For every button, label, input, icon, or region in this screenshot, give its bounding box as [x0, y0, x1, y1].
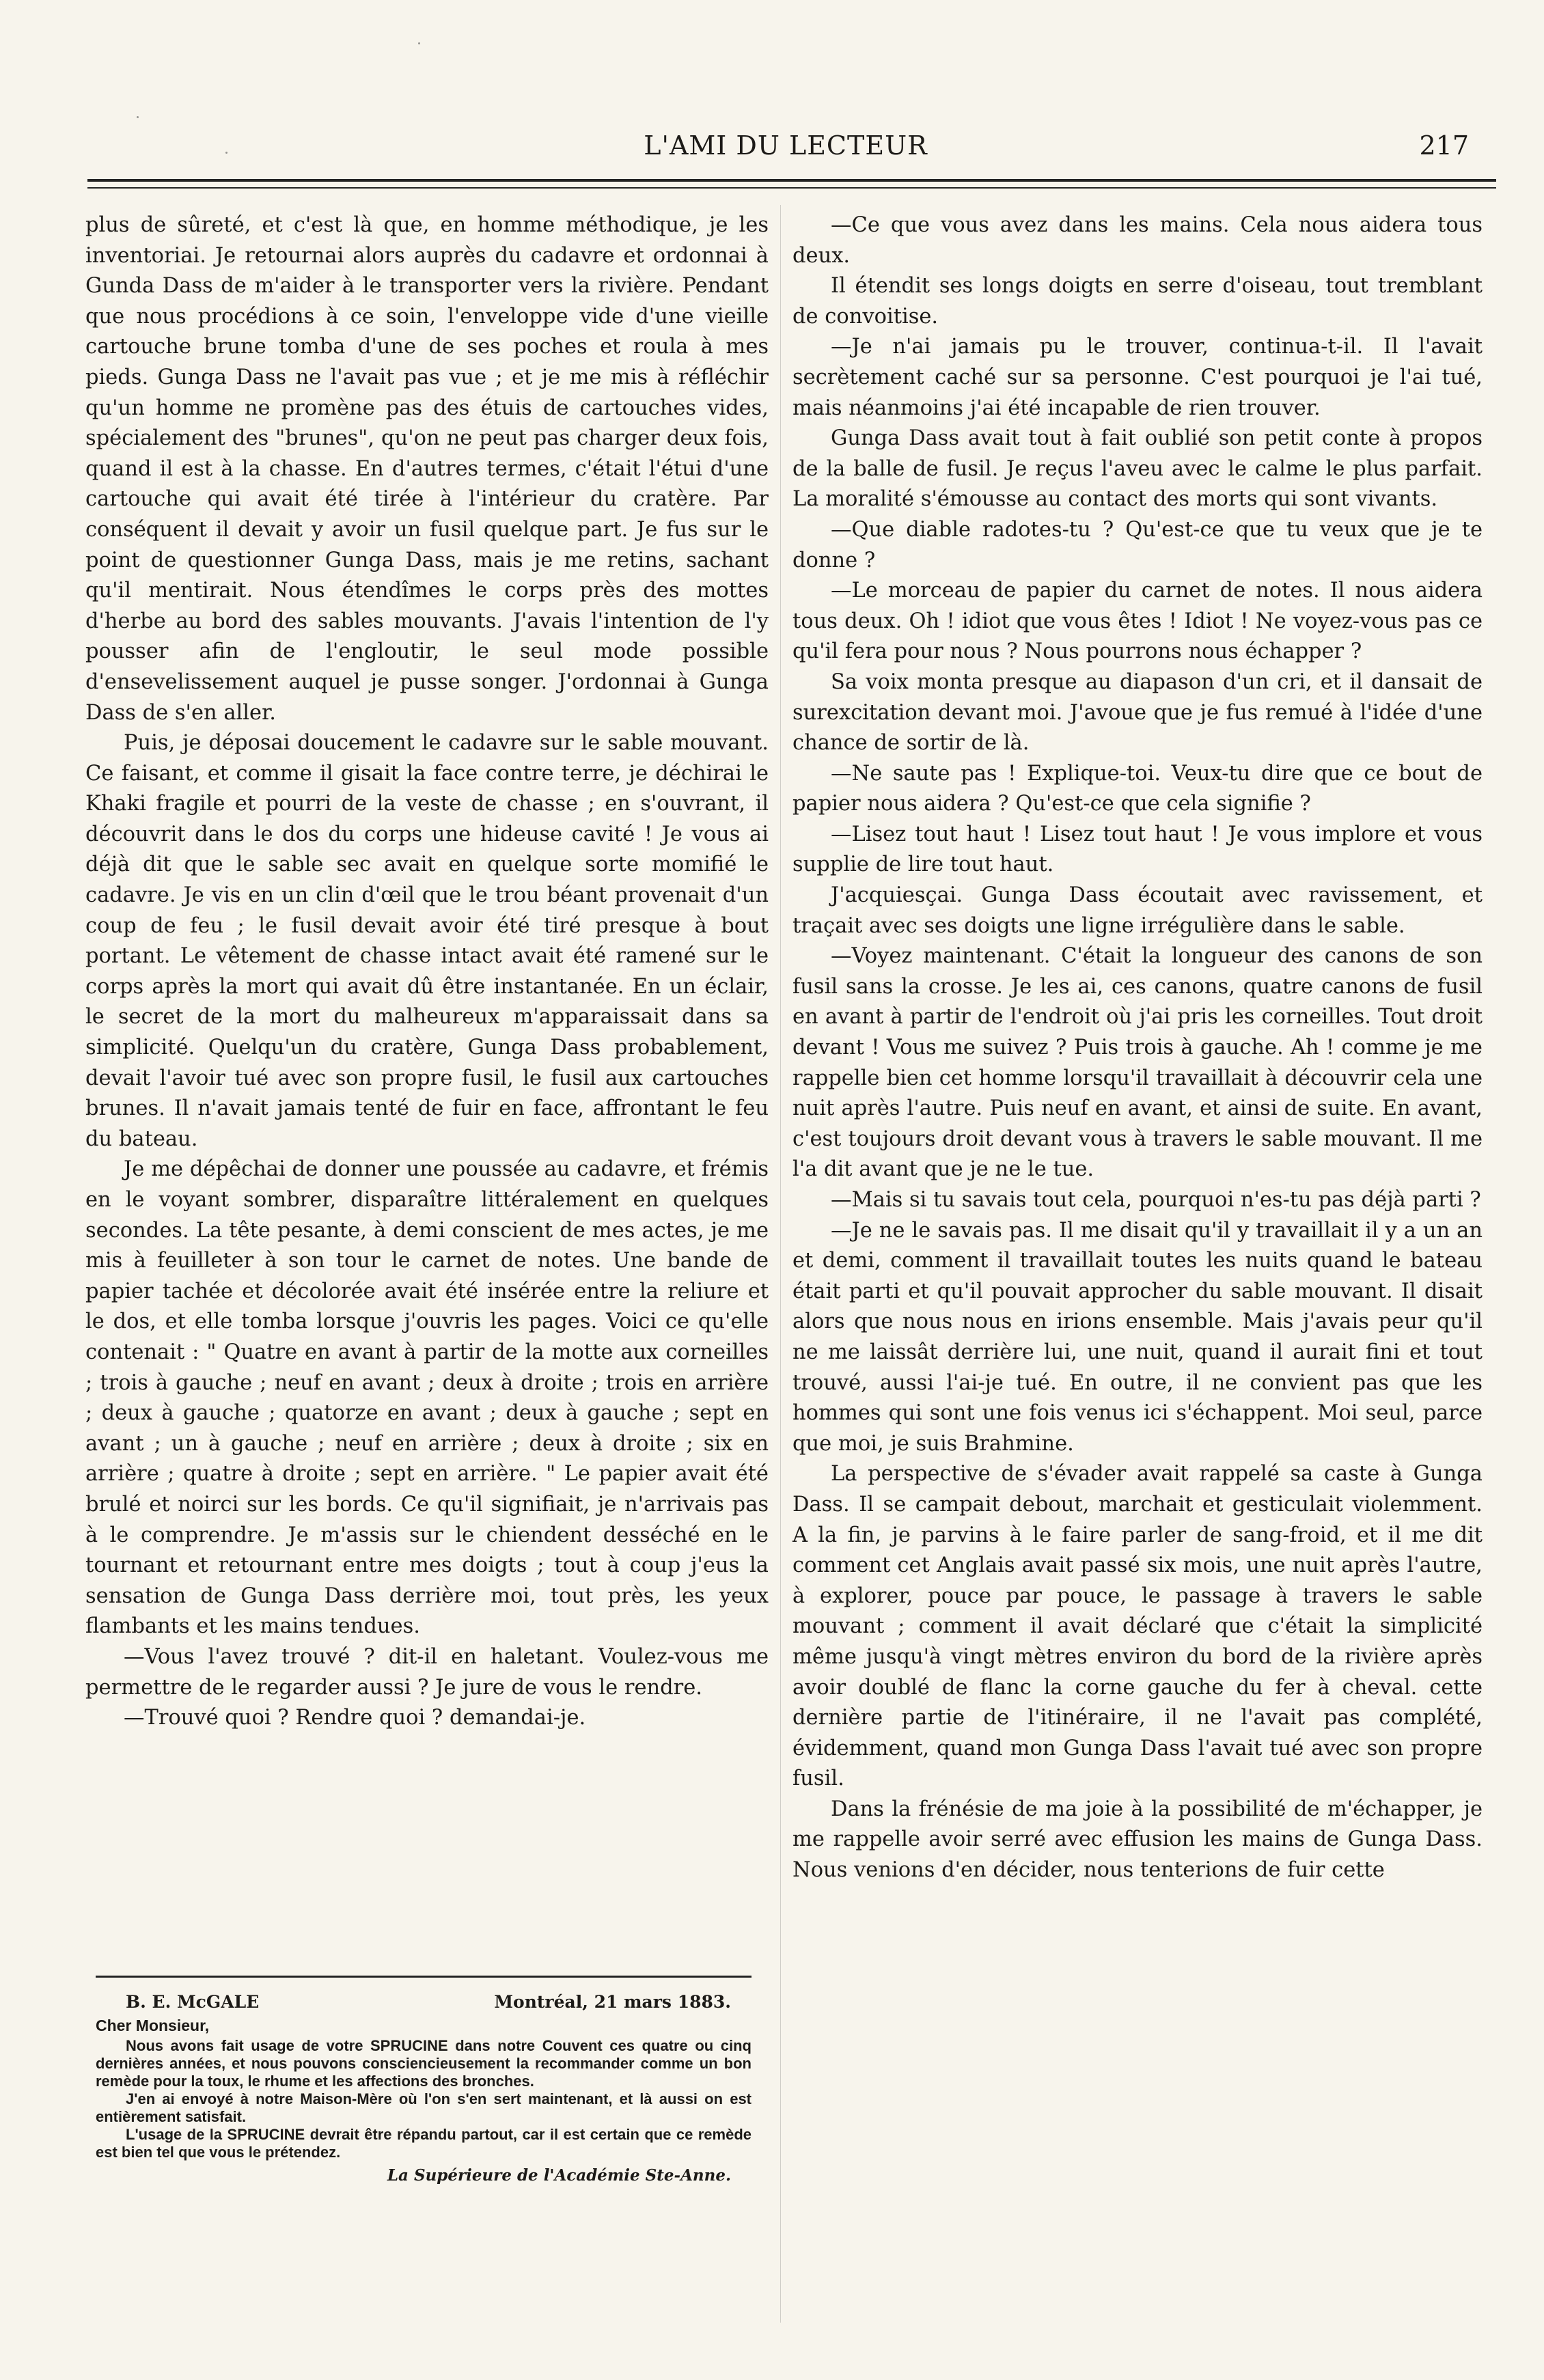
paragraph: —Je n'ai jamais pu le trouver, continua-t-il. Il l'avait secrètement caché sur sa personne. C'est pourquoi je l'ai tué, mais néanmoins j'ai été incapable de rien trouver.: [792, 335, 1483, 420]
paragraph: Il étendit ses longs doigts en serre d'oiseau, tout tremblant de convoitise.: [792, 274, 1483, 329]
advertisement-rule: [96, 1976, 752, 1978]
right-column: [792, 210, 1483, 1886]
header-rule-thick: [87, 179, 1496, 182]
paragraph: —Trouvé quoi ? Rendre quoi ? demandai-je.: [124, 1706, 586, 1730]
left-column: [85, 210, 769, 1734]
paragraph: —Voyez maintenant. C'était la longueur des canons de son fusil sans la crosse. Je les ai, ces canons, quatre canons de fusil en avant à partir de l'endroit où j'ai pris les corneilles. Tout droit devant ! Vous me suivez ? Puis trois à gauche. Ah ! comme je me rappelle bien cet homme lorsqu'il travaillait à découvrir cela une nuit après l'autre. Puis neuf en avant, et ainsi de suite. En avant, c'est toujours droit devant vous à travers le sable mouvant. Il me l'a dit avant que je ne le tue.: [792, 944, 1483, 1182]
advertisement-place-date: Montréal, 21 mars 1883.: [494, 1992, 731, 2012]
paragraph: plus de sûreté, et c'est là que, en homme méthodique, je les inventoriai. Je retournai alors auprès du cadavre et ordonnai à Gunda Dass de m'aider à le transporter vers la rivière. Pendant que nous procédions à ce soin, l'enveloppe vide d'une vieille cartouche brune tomba d'une de ses poches et roula à mes pieds. Gunga Dass ne l'avait pas vue ; et je me mis à réfléchir qu'un homme ne promène pas des étuis de cartouches vides, spécialement des "brunes", qu'on ne peut pas charger deux fois, quand il est à la chasse. En d'autres termes, c'était l'étui d'une cartouche qui avait été tirée à l'intérieur du cratère. Par conséquent il devait y avoir un fusil quelque part. Je fus sur le point de questionner Gunga Dass, mais je me retins, sachant qu'il mentirait. Nous étendîmes le corps près des mottes d'herbe au bord des sables mouvants. J'avais l'intention de l'y pousser afin de l'engloutir, le seul mode possible d'ensevelissement auquel je pusse songer. J'ordonnai à Gunga Dass de s'en aller.: [85, 213, 769, 725]
paragraph: —Lisez tout haut ! Lisez tout haut ! Je vous implore et vous supplie de lire tout haut.: [792, 822, 1483, 877]
paragraph: La perspective de s'évader avait rappelé sa caste à Gunga Dass. Il se campait debout, marchait et gesticulait violemment. A la fin, je parvins à le faire parler de sang-froid, et il me dit comment cet Anglais avait passé six mois, une nuit après l'autre, à explorer, pouce par pouce, le passage à travers le sable mouvant ; comment il avait déclaré que c'était la simplicité même jusqu'à vingt mètres environ du bord de la rivière après avoir doublé de flanc la corne gauche du fer à cheval. cette dernière partie de l'itinéraire, il ne l'avait pas complété, évidemment, quand mon Gunga Dass l'avait tué avec son propre fusil.: [792, 1462, 1483, 1791]
header-rule-thin: [87, 187, 1496, 189]
paper-speck: [137, 116, 139, 118]
column-divider: [780, 205, 781, 2323]
paragraph: Gunga Dass avait tout à fait oublié son petit conte à propos de la balle de fusil. Je reçus l'aveu avec le calme le plus parfait. La moralité s'émousse au contact des morts qui sont vivants.: [792, 426, 1483, 512]
paragraph: —Le morceau de papier du carnet de notes. Il nous aidera tous deux. Oh ! idiot que vous êtes ! Idiot ! Ne voyez-vous pas ce qu'il fera pour nous ? Nous pourrons nous échapper ?: [792, 579, 1483, 664]
advertisement-paragraph: J'en ai envoyé à notre Maison-Mère où l'on s'en sert maintenant, et là aussi on est entièrement satisfait.: [96, 2090, 752, 2125]
running-head: [82, 126, 1489, 167]
paragraph: —Je ne le savais pas. Il me disait qu'il y travaillait il y a un an et demi, comment il travaillait toutes les nuits quand le bateau était parti et qu'il pouvait approcher du sable mouvant. Il disait alors que nous nous en irions ensemble. Mais j'avais peur qu'il ne me laissât derrière lui, une nuit, quand il aurait fini et tout trouvé, aussi l'ai-je tué. En outre, il ne convient pas que les hommes qui sont une fois venus ici s'échappent. Moi seul, parce que moi, je suis Brahmine.: [792, 1218, 1483, 1456]
paragraph: J'acquiesçai. Gunga Dass écoutait avec ravissement, et traçait avec ses doigts une ligne irrégulière dans le sable.: [792, 883, 1483, 938]
advertisement-from: B. E. McGALE: [126, 1992, 260, 2012]
paragraph: Je me dépêchai de donner une poussée au cadavre, et frémis en le voyant sombrer, disparaître littéralement en quelques secondes. La tête pesante, à demi conscient de mes actes, je me mis à feuilleter à son tour le carnet de notes. Une bande de papier tachée et décolorée avait été insérée entre la reliure et le dos, et elle tomba lorsque j'ouvris les pages. Voici ce qu'elle contenait : " Quatre en avant à partir de la motte aux corneilles ; trois à gauche ; neuf en avant ; deux à droite ; trois en arrière ; deux à gauche ; quatorze en avant ; deux à gauche ; sept en avant ; un à gauche ; neuf en arrière ; deux à droite ; six en arrière ; quatre à droite ; sept en arrière. " Le papier avait été brulé et noirci sur les bords. Ce qu'il signifiait, je n'arrivais pas à le comprendre. Je m'assis sur le chiendent desséché en le tournant et retournant entre mes doigts ; tout à coup j'eus la sensation de Gunga Dass derrière moi, tout près, les yeux flambants et les mains tendues.: [85, 1157, 769, 1639]
paragraph: —Mais si tu savais tout cela, pourquoi n'es-tu pas déjà parti ?: [831, 1188, 1481, 1212]
advertisement-header: [96, 1993, 752, 2017]
paragraph: —Ne saute pas ! Explique-toi. Veux-tu dire que ce bout de papier nous aidera ? Qu'est-ce que cela signifie ?: [792, 761, 1483, 816]
page-number: 217: [1419, 130, 1469, 161]
paragraph: —Que diable radotes-tu ? Qu'est-ce que tu veux que je te donne ?: [792, 517, 1483, 572]
paper-speck: [418, 42, 420, 44]
page-title: L'AMI DU LECTEUR: [644, 130, 928, 161]
paragraph: —Vous l'avez trouvé ? dit-il en haletant. Voulez-vous me permettre de le regarder aussi ? Je jure de vous le rendre.: [85, 1644, 769, 1700]
advertisement: [96, 1993, 752, 2185]
advertisement-salutation: Cher Monsieur,: [96, 2017, 210, 2034]
advertisement-signature: La Supérieure de l'Académie Ste-Anne.: [387, 2166, 731, 2185]
paragraph: Dans la frénésie de ma joie à la possibilité de m'échapper, je me rappelle avoir serré avec effusion les mains de Gunga Dass. Nous venions d'en décider, nous tenterions de fuir cette: [792, 1797, 1483, 1883]
advertisement-paragraph: L'usage de la SPRUCINE devrait être répandu partout, car il est certain que ce remède est bien tel que vous le prétendez.: [96, 2126, 752, 2161]
paragraph: Sa voix monta presque au diapason d'un cri, et il dansait de surexcitation devant moi. J'avoue que je fus remué à l'idée d'une chance de sortir de là.: [792, 669, 1483, 756]
paragraph: Puis, je déposai doucement le cadavre sur le sable mouvant. Ce faisant, et comme il gisait la face contre terre, je déchirai le Khaki fragile et pourri de la veste de chasse ; en s'ouvrant, il découvrit dans le dos du corps une hideuse cavité ! Je vous ai déjà dit que le sable sec avait en quelque sorte momifié le cadavre. Je vis en un clin d'œil que le trou béant provenait d'un coup de feu ; le fusil devait avoir été tiré presque à bout portant. Le vêtement de chasse intact avait été ramené sur le corps après la mort qui avait dû être instantanée. En un éclair, le secret de la mort du malheureux m'apparaissait dans sa simplicité. Quelqu'un du cratère, Gunga Dass probablement, devait l'avoir tué avec son propre fusil, le fusil aux cartouches brunes. Il n'avait jamais tenté de fuir en face, affrontant le feu du bateau.: [85, 731, 769, 1151]
paragraph: —Ce que vous avez dans les mains. Cela nous aidera tous deux.: [792, 213, 1483, 268]
advertisement-paragraph: Nous avons fait usage de votre SPRUCINE dans notre Couvent ces quatre ou cinq dernières années, et nous pouvons consciencieusement la recommander comme un bon remède pour la toux, le rhume et les affections des bronches.: [96, 2037, 752, 2090]
